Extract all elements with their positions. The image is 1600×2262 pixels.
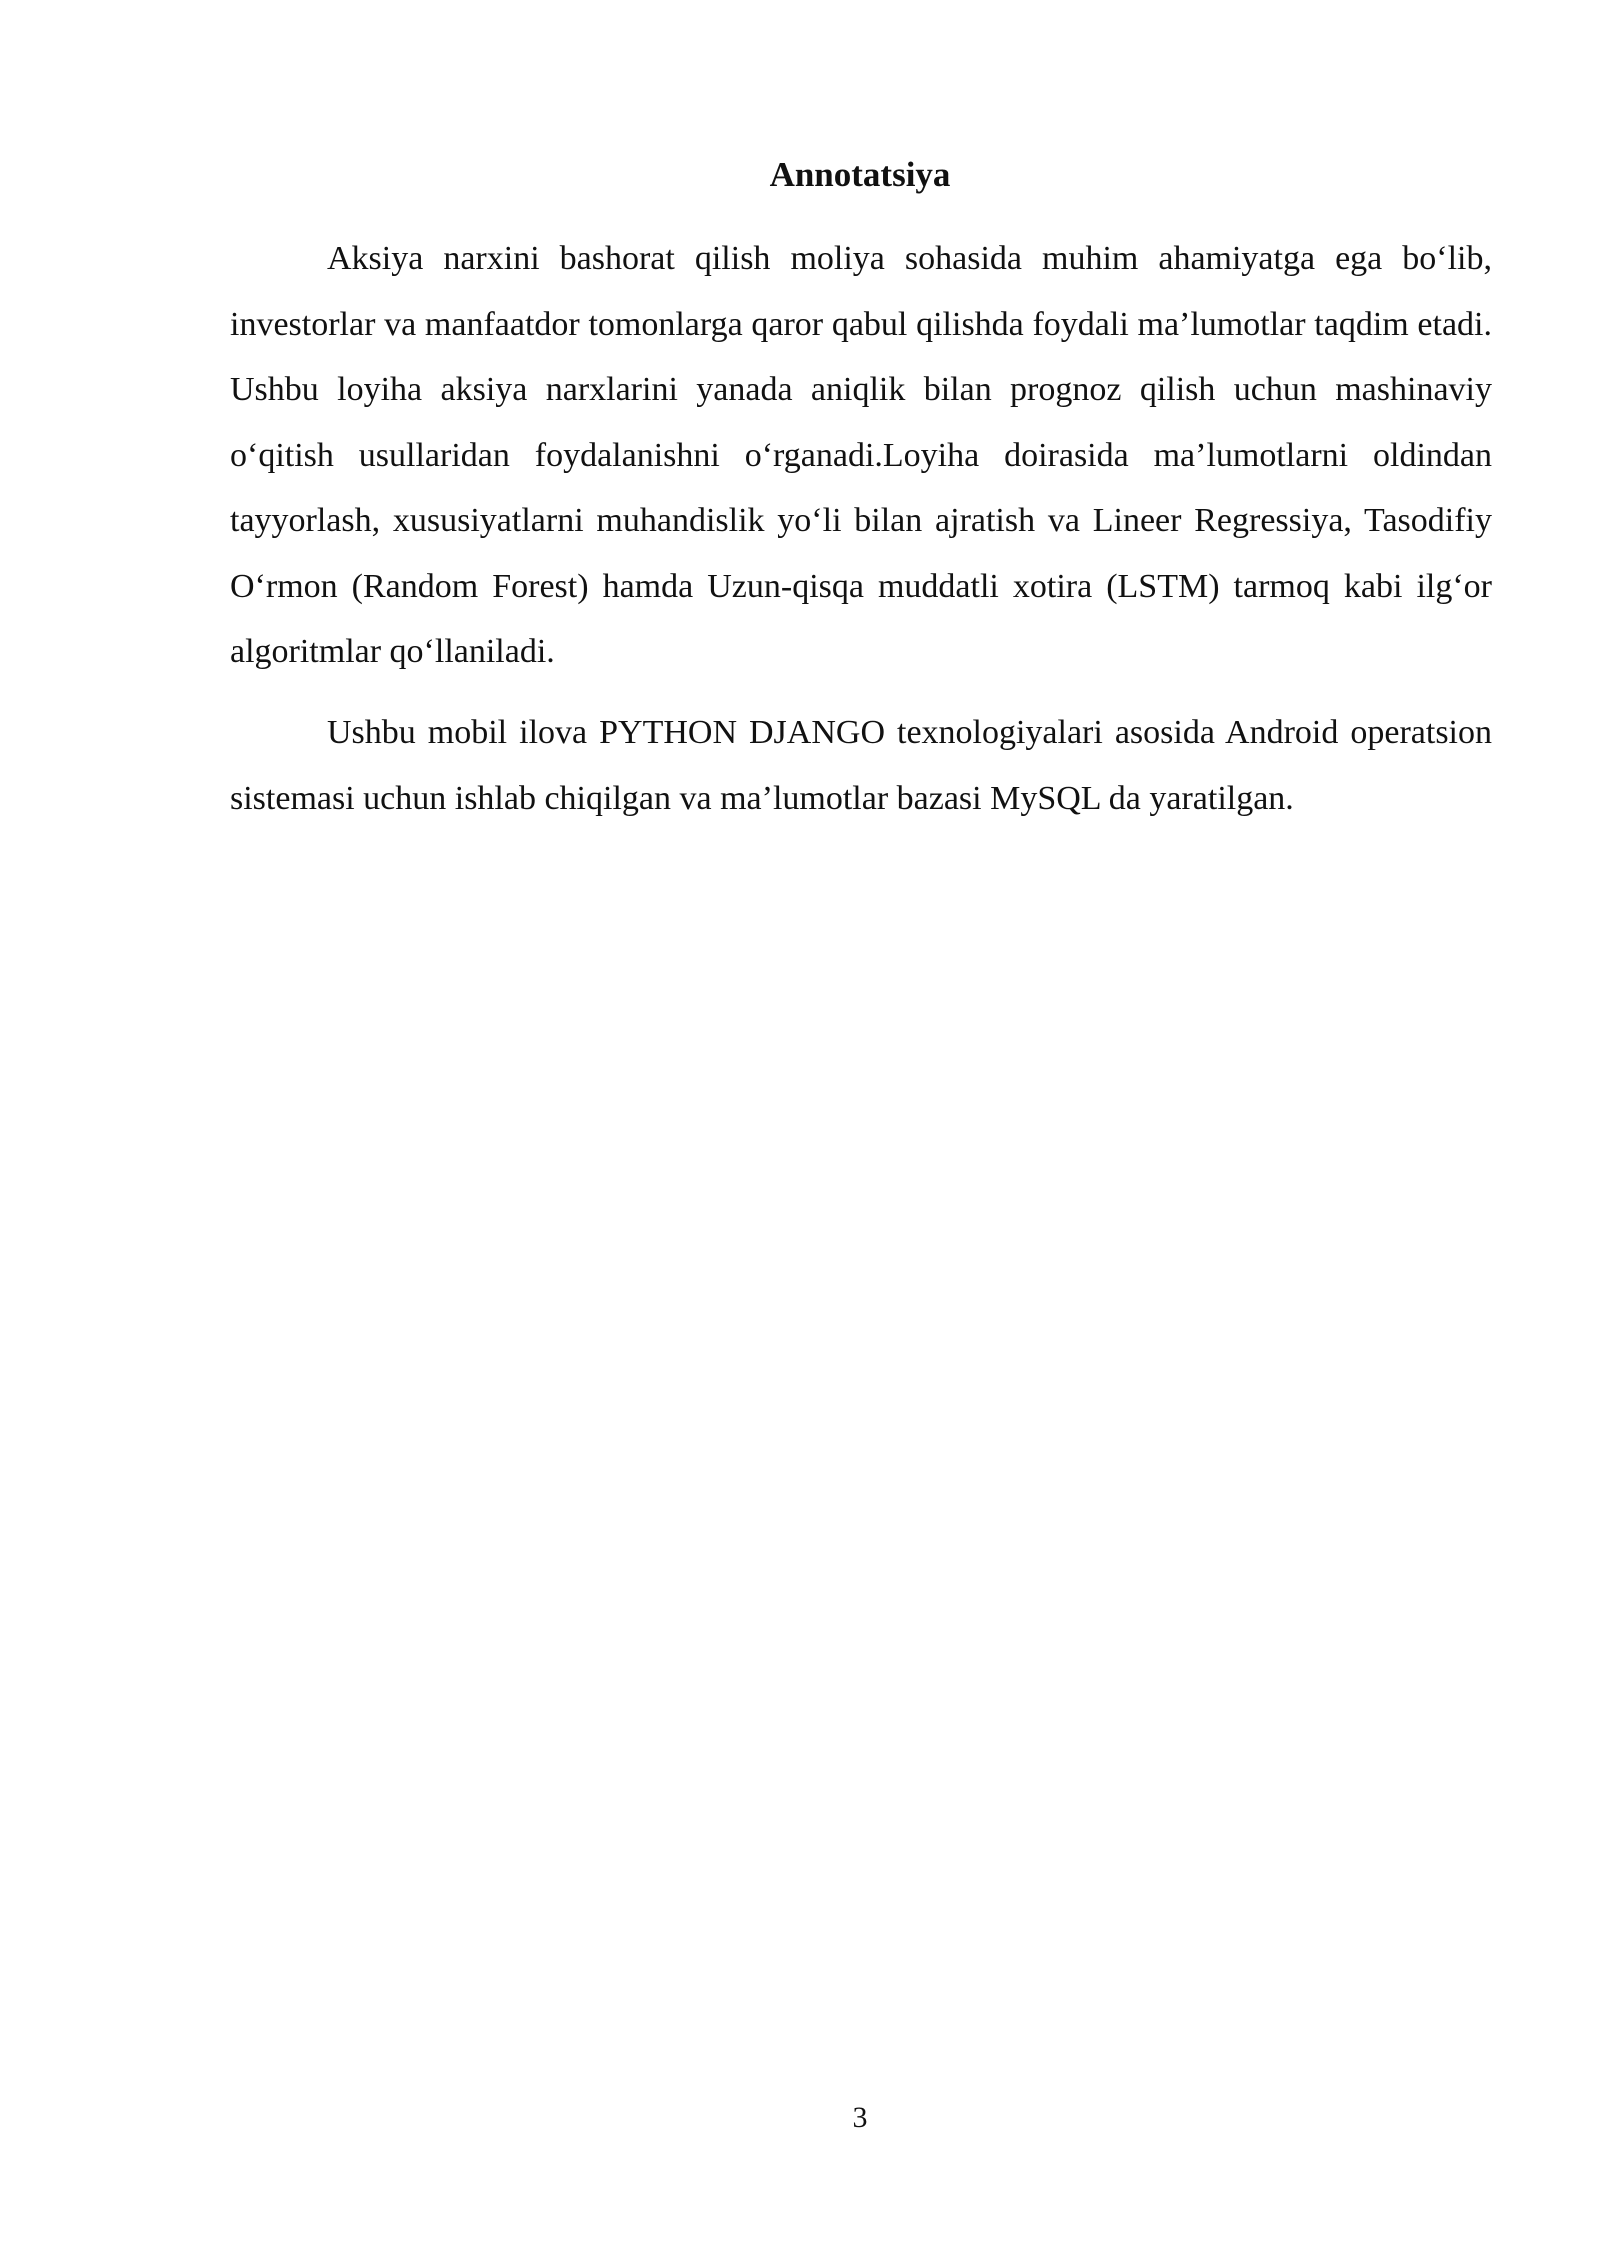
paragraph-2: Ushbu mobil ilova PYTHON DJANGO texnologiyalari asosida Android operatsion sistemasi uchun ishlab chiqilgan va ma’lumotlar bazasi MySQL da yaratilgan. xyxy=(230,714,1492,817)
page-number: 3 xyxy=(852,2101,868,2134)
paragraph-1: Aksiya narxini bashorat qilish moliya sohasida muhim ahamiyatga ega bo‘lib, investorlar va manfaatdor tomonlarga qaror qabul qilishda foydali ma’lumotlar taqdim etadi. Ushbu loyiha aksiya narxlarini yanada aniqlik bilan prognoz qilish uchun mashinaviy o‘qitish usullaridan foydalanishni o‘rganadi.Loyiha doirasida ma’lumotlarni oldindan tayyorlash, xususiyatlarni muhandislik yo‘li bilan ajratish va Lineer Regressiya, Tasodifiy O‘rmon (Random Forest) hamda Uzun-qisqa muddatli xotira (LSTM) tarmoq kabi ilg‘or algoritmlar qo‘llaniladi. xyxy=(230,240,1492,670)
page-title: Annotatsiya xyxy=(769,155,951,194)
